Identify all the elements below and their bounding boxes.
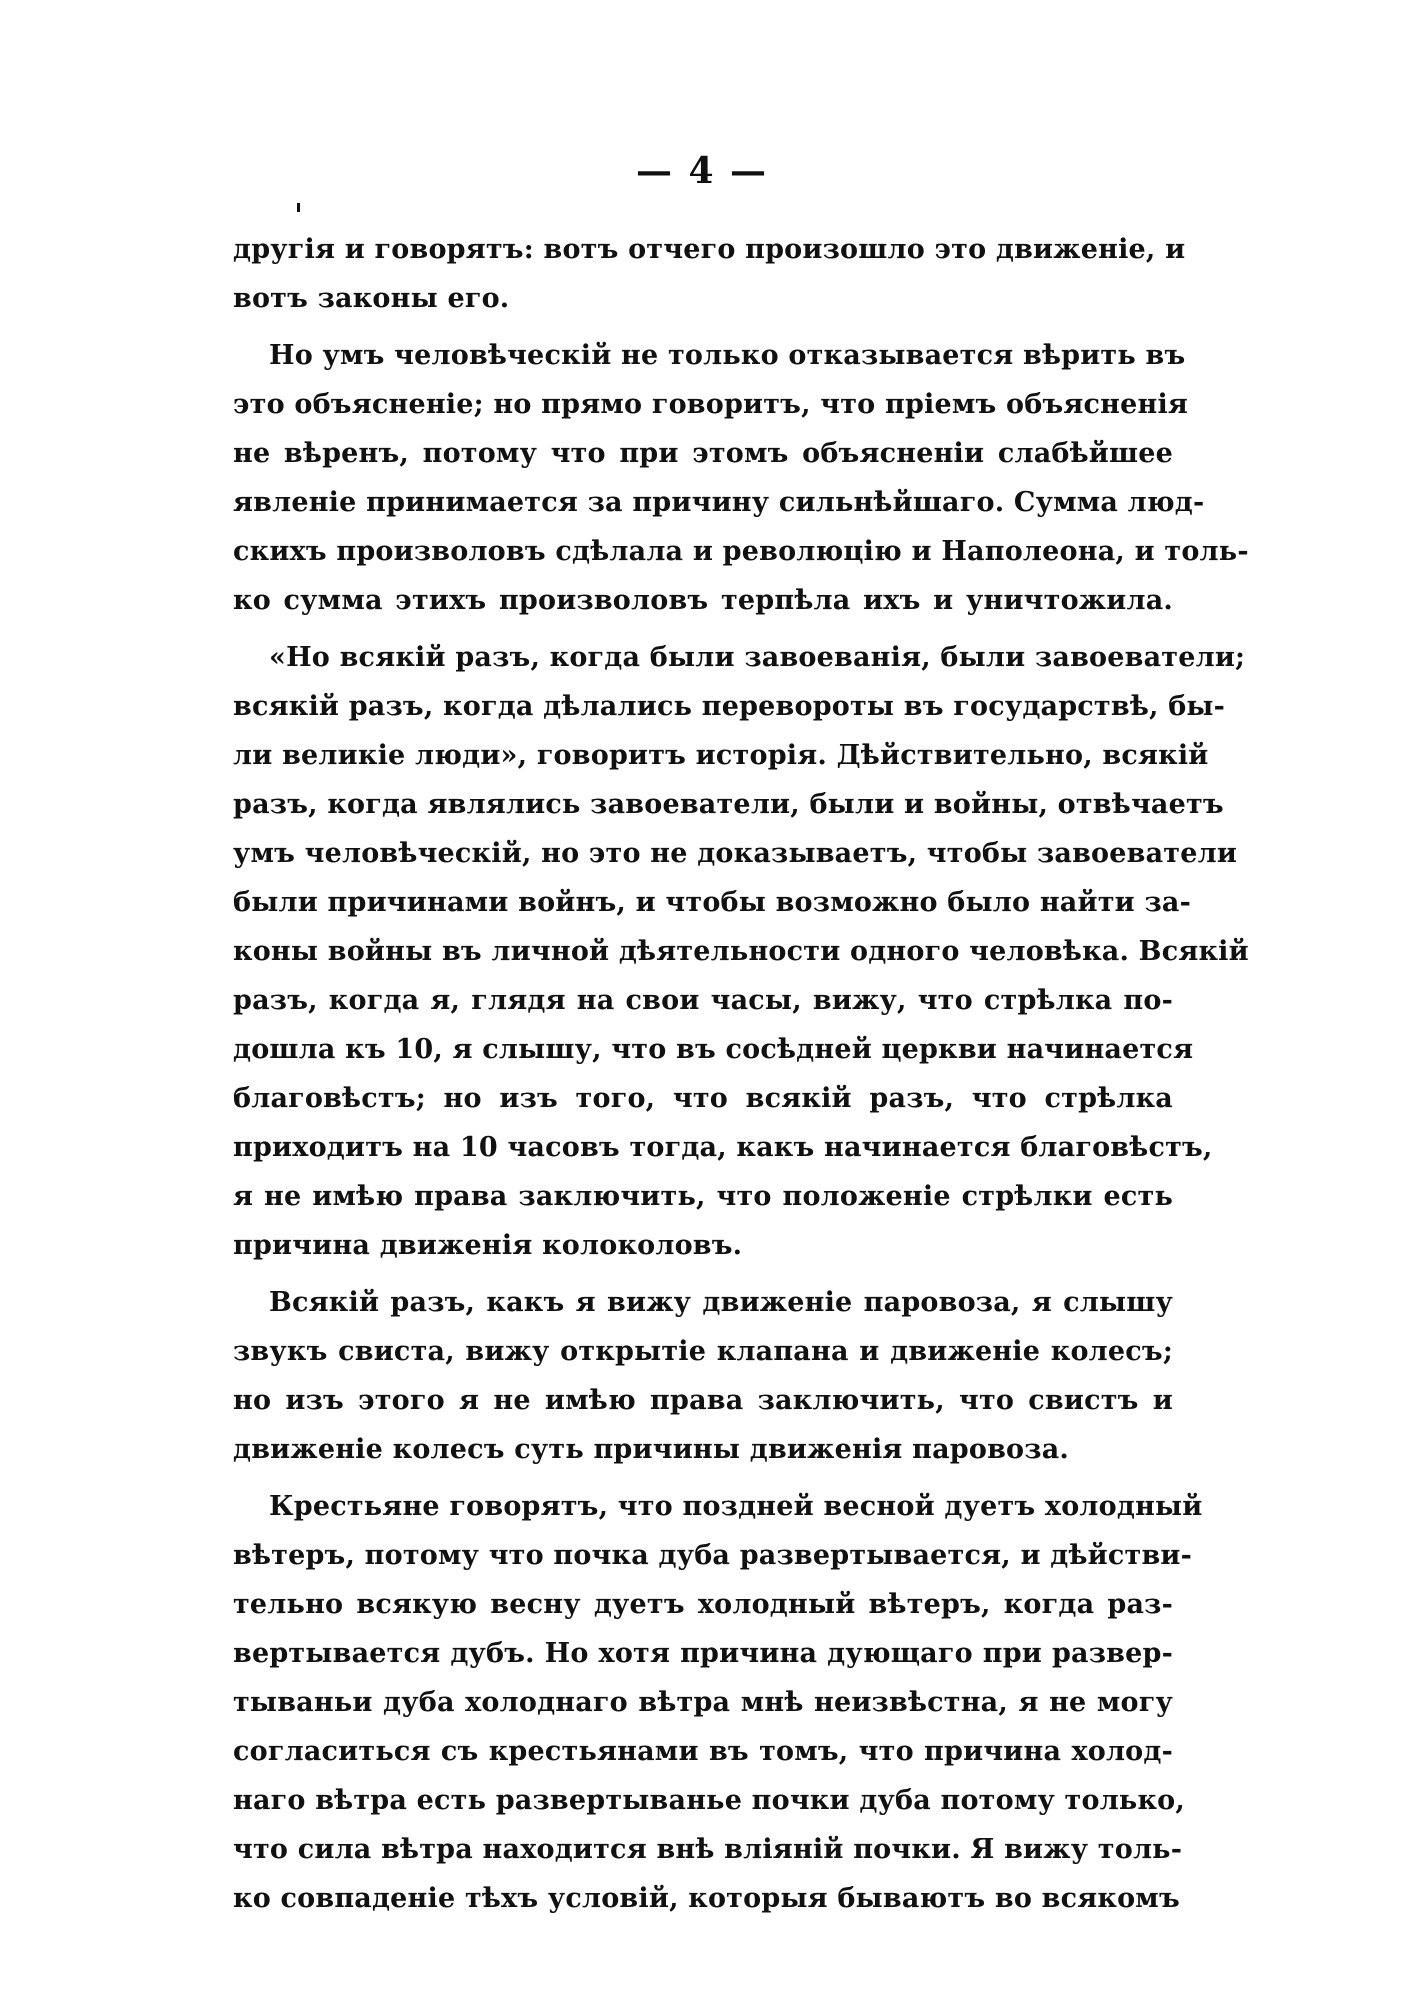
text-line: это объясненіе; но прямо говоритъ, что пріемъ объясненія [233, 389, 1189, 420]
text-line: что сила вѣтра находится внѣ вліяній почки. Я вижу толь- [233, 1834, 1183, 1865]
text-line: приходитъ на 10 часовъ тогда, какъ начинается благовѣстъ, [233, 1132, 1213, 1163]
text-line: Всякій разъ, какъ я вижу движеніе паровоза, я слышу [269, 1287, 1173, 1318]
text-line: наго вѣтра есть развертыванье почки дуба потому только, [233, 1785, 1185, 1816]
page-number: — 4 — [635, 150, 769, 192]
text-line: причина движенія колоколовъ. [233, 1230, 743, 1261]
text-line: коны войны въ личной дѣятельности одного человѣка. Всякій [233, 936, 1249, 967]
text-line: ли великіе люди», говоритъ исторія. Дѣйствительно, всякій [233, 740, 1209, 771]
text-line: Но умъ человѣческій не только отказывается вѣрить въ [269, 340, 1186, 371]
text-line: явленіе принимается за причину сильнѣйшаго. Сумма люд- [233, 487, 1205, 518]
text-line: я не имѣю права заключить, что положеніе стрѣлки есть [233, 1181, 1173, 1212]
paragraph-1 [233, 225, 1186, 323]
text-line: согласиться съ крестьянами въ томъ, что причина холод- [233, 1736, 1173, 1767]
paragraph-2 [233, 331, 1249, 625]
text-line: звукъ свиста, вижу открытіе клапана и движеніе колесъ; [233, 1336, 1173, 1367]
text-line: тельно всякую весну дуетъ холодный вѣтеръ, когда раз- [233, 1589, 1173, 1620]
paragraph-3 [233, 633, 1249, 1270]
text-line: но изъ этого я не имѣю права заключить, что свистъ и [233, 1385, 1173, 1416]
text-line: другія и говорятъ: вотъ отчего произошло это движеніе, и [233, 234, 1186, 265]
text-line: вѣтеръ, потому что почка дуба развертывается, и дѣйстви- [233, 1540, 1193, 1571]
text-line: были причинами войнъ, и чтобы возможно было найти за- [233, 887, 1191, 918]
text-line: всякій разъ, когда дѣлались перевороты въ государствѣ, бы- [233, 691, 1226, 722]
text-line: умъ человѣческій, но это не доказываетъ, чтобы завоеватели [233, 838, 1238, 869]
text-line: разъ, когда являлись завоеватели, были и войны, отвѣчаетъ [233, 789, 1224, 820]
text-line: «Но всякій разъ, когда были завоеванія, были завоеватели; [269, 642, 1246, 673]
text-line: благовѣстъ; но изъ того, что всякій разъ, что стрѣлка [233, 1083, 1173, 1114]
text-line: скихъ произволовъ сдѣлала и революцію и Наполеона, и толь- [233, 536, 1249, 567]
text-line: не вѣренъ, потому что при этомъ объясненіи слабѣйшее [233, 438, 1173, 469]
text-line: движеніе колесъ суть причины движенія паровоза. [233, 1434, 1069, 1465]
text-line: тываньи дуба холоднаго вѣтра мнѣ неизвѣстна, я не могу [233, 1687, 1173, 1718]
text-line: дошла къ 10, я слышу, что въ сосѣдней церкви начинается [233, 1034, 1194, 1065]
ink-speck [297, 203, 300, 212]
text-line: вотъ законы его. [233, 283, 510, 314]
text-line: разъ, когда я, глядя на свои часы, вижу, что стрѣлка по- [233, 985, 1173, 1016]
text-line: вертывается дубъ. Но хотя причина дующаго при развер- [233, 1638, 1173, 1669]
paragraph-5 [233, 1482, 1203, 1923]
body-text [233, 225, 1249, 1931]
text-line: ко совпаденіе тѣхъ условій, которыя бываютъ во всякомъ [233, 1883, 1180, 1914]
paragraph-4 [233, 1278, 1173, 1474]
text-line: ко сумма этихъ произволовъ терпѣла ихъ и уничтожила. [233, 585, 1173, 616]
text-line: Крестьяне говорятъ, что поздней весной дуетъ холодный [269, 1491, 1203, 1522]
